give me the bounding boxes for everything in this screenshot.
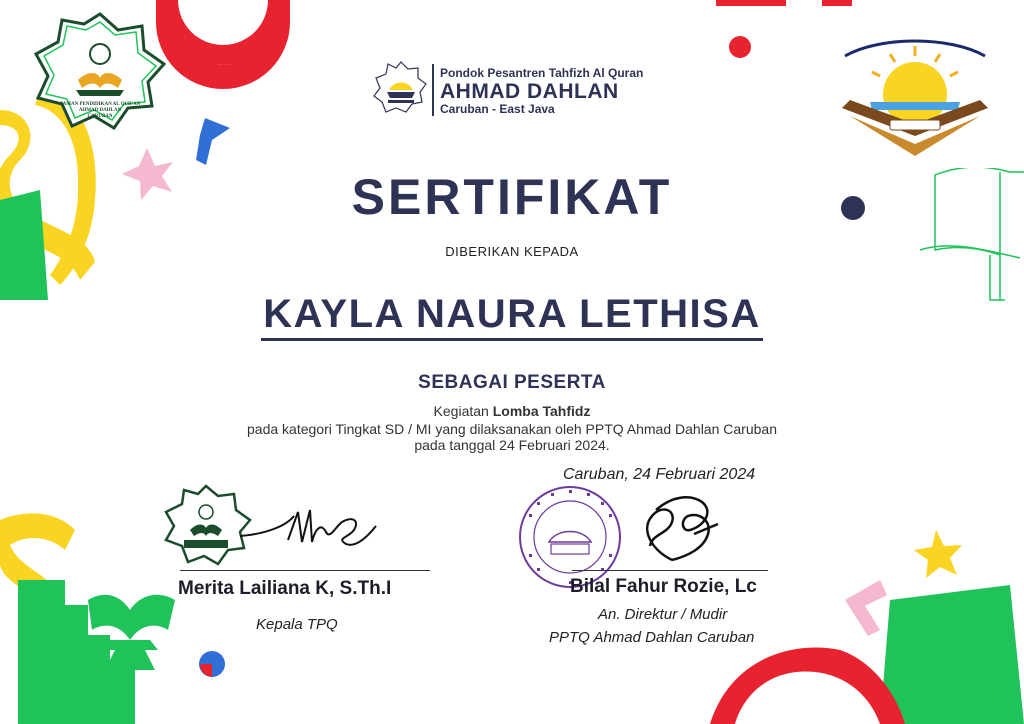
activity-prefix: Kegiatan [433,403,493,419]
green-block-bottom-right [880,585,1024,724]
signature-line-right [572,570,768,571]
place-and-date: Caruban, 24 Februari 2024 [563,466,756,483]
svg-text:AHMAD DAHLAN: AHMAD DAHLAN [78,108,122,113]
header-logo-icon [372,60,430,118]
signature-line-left [180,570,430,571]
red-bar-top-right [716,0,786,6]
svg-text:TAMAN PENDIDIKAN AL QUR'AN: TAMAN PENDIDIKAN AL QUR'AN [59,102,141,107]
activity-line [0,404,1024,419]
red-bar-top-right-2 [822,0,852,6]
header-institution-name: Pondok Pesantren Tahfizh Al Quran [440,66,644,80]
red-dot-top [729,36,751,58]
red-u-shape [156,0,290,89]
yellow-star [914,530,962,578]
signature-right [632,490,728,570]
certificate-title: SERTIFIKAT [351,169,673,225]
header-divider [432,64,434,116]
category-line: pada kategori Tingkat SD / MI yang dilaksanakan oleh PPTQ Ahmad Dahlan Caruban [247,421,777,437]
svg-text:CARUBAN: CARUBAN [87,114,113,119]
recipient-block [0,292,1024,341]
recipient-name: KAYLA NAURA LETHISA [261,292,762,341]
header-institution-title: AHMAD DAHLAN [440,80,619,103]
date-line: pada tanggal 24 Februari 2024. [414,437,610,453]
signer-title-left: Kepala TPQ [256,616,338,633]
signer-org-right: PPTQ Ahmad Dahlan Caruban [549,629,755,646]
participant-role: SEBAGAI PESERTA [418,372,606,393]
signature-left [236,496,386,560]
pink-chevron [845,580,887,636]
signer-title-right: An. Direktur / Mudir [598,606,728,623]
signer-name-left: Merita Lailiana K, S.Th.I [178,578,392,599]
tpq-logo [32,12,168,130]
official-stamp [517,484,623,590]
given-to-label: DIBERIKAN KEPADA [445,244,579,259]
pptq-logo [830,16,1000,168]
header-location: Caruban - East Java [440,102,555,116]
red-arc-bottom [710,648,905,724]
signer-name-right: Bilal Fahur Rozie, Lc [570,576,757,597]
blue-chevron [196,118,230,165]
activity-name: Lomba Tahfidz [492,403,591,419]
